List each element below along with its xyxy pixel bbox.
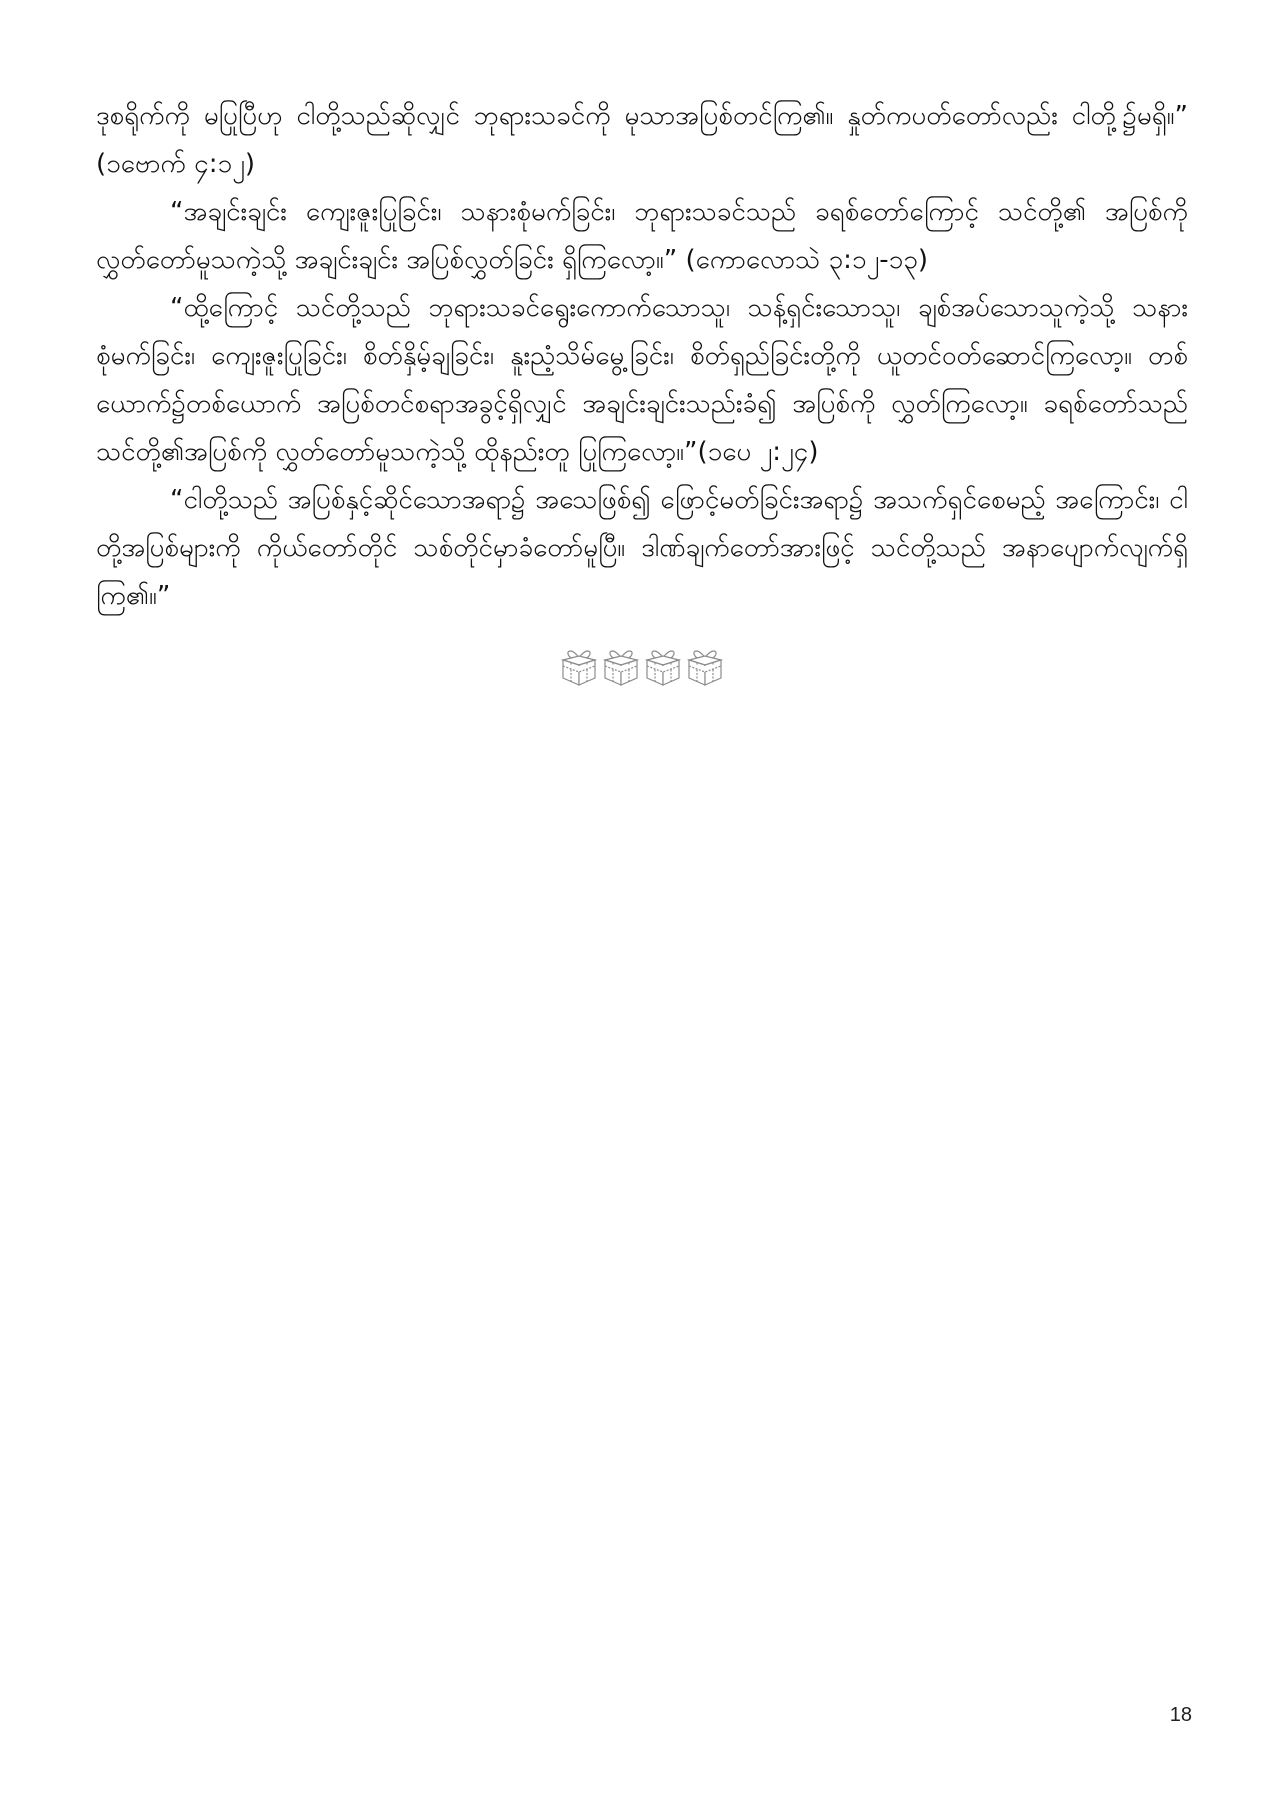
gift-box-icon (601, 644, 641, 688)
document-body (96, 92, 1188, 688)
page-number: 18 (1169, 1704, 1192, 1726)
scripture-paragraph-4: “ငါတို့သည် အပြစ်နှင့်ဆိုင်သောအရာ၌ အသေဖြစ်၍ ဖြောင့်မတ်ခြင်းအရာ၌ အသက်ရှင်စေမည့် အကြောင်း၊ ငါတို့အပြစ်များကို ကိုယ်တော်တိုင် သစ်တိုင်မှာခံတော်မူပြီ။ ဒါဏ်ချက်တော်အားဖြင့် သင်တို့သည် အနာပျောက်လျက်ရှိကြ၏။” (96, 485, 1188, 611)
gift-box-icon (643, 644, 683, 688)
section-divider-ornament (96, 644, 1188, 688)
gift-box-icon (685, 644, 725, 688)
gift-box-icon (559, 644, 599, 688)
scripture-paragraph-3: “ထို့ကြောင့် သင်တို့သည် ဘုရားသခင်ရွေးကောက်သောသူ၊ သန့်ရှင်းသောသူ၊ ချစ်အပ်သောသူကဲ့သို့ သနားစုံမက်ခြင်း၊ ကျေးဇူးပြုခြင်း၊ စိတ်နှိမ့်ချခြင်း၊ နူးညံ့သိမ်မွေ့ခြင်း၊ စိတ်ရှည်ခြင်းတို့ကို ယူတင်ဝတ်ဆောင်ကြလော့။ တစ်ယောက်၌တစ်ယောက် အပြစ်တင်စရာအခွင့်ရှိလျှင် အချင်းချင်းသည်းခံ၍ အပြစ်ကို လွှတ်ကြလော့။ ခရစ်တော်သည် သင်တို့၏အပြစ်ကို လွှတ်တော်မူသကဲ့သို့ ထိုနည်းတူ ပြုကြလော့။”(၁ပေ ၂:၂၄) (96, 293, 1188, 467)
scripture-paragraph-1: ဒုစရိုက်ကို မပြုပြီဟု ငါတို့သည်ဆိုလျှင် ဘုရားသခင်ကို မုသာအပြစ်တင်ကြ၏။ နှုတ်ကပတ်တော်လည်း ငါတို့၌မရှိ။” (၁ဗောက် ၄:၁၂) (96, 101, 1188, 179)
scripture-paragraph-2: “အချင်းချင်း ကျေးဇူးပြုခြင်း၊ သနားစုံမက်ခြင်း၊ ဘုရားသခင်သည် ခရစ်တော်ကြောင့် သင်တို့၏ အပြစ်ကိုလွှတ်တော်မူသကဲ့သို့ အချင်းချင်း အပြစ်လွှတ်ခြင်း ရှိကြလော့။” (ကောလောသဲ ၃:၁၂-၁၃) (96, 197, 1188, 275)
